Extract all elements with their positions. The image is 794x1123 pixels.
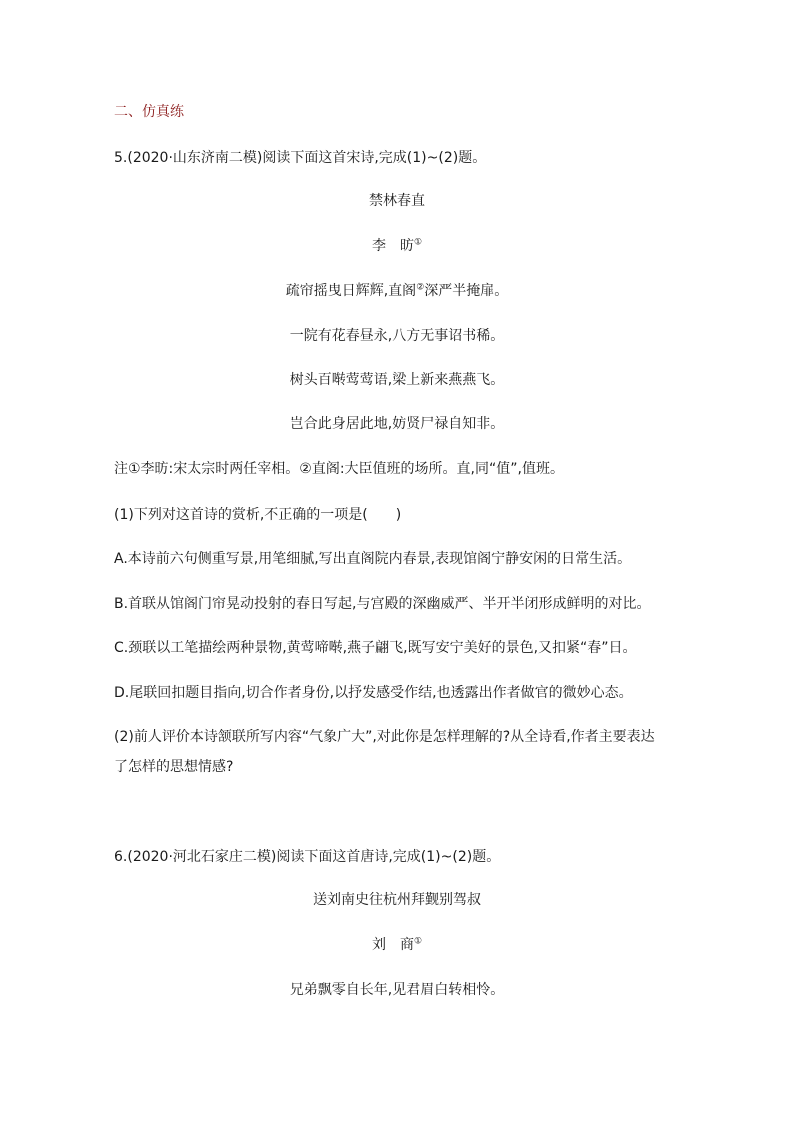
footnote-mark: ② — [416, 282, 425, 293]
question-5-sub-2-cont: 了怎样的思想情感? — [114, 759, 234, 775]
poem-5-title: 禁林春直 — [369, 193, 425, 209]
option-b: B.首联从馆阁门帘晃动投射的春日写起,与宫殿的深幽威严、半开半闭形成鲜明的对比。 — [114, 596, 651, 612]
poem-line-text: 深严半掩扉。 — [424, 283, 509, 299]
option-c: C.颈联以工笔描绘两种景物,黄莺啼啭,燕子翩飞,既写安宁美好的景色,又扣紧“春”日。 — [114, 640, 637, 656]
poem-5-line-2: 一院有花春昼永,八方无事诏书稀。 — [289, 328, 505, 344]
option-a: A.本诗前六句侧重写景,用笔细腻,写出直阁院内春景,表现馆阁宁静安闲的日常生活。 — [114, 551, 632, 567]
poem-6-author — [0, 935, 794, 955]
poem-5-line-4: 岂合此身居此地,妨贤尸禄自知非。 — [289, 416, 505, 432]
footnote-mark: ① — [413, 936, 423, 947]
poem-5-note: 注①李昉:宋太宗时两任宰相。②直阁:大臣值班的场所。直,同“值”,值班。 — [114, 461, 564, 477]
poem-5-author — [0, 236, 794, 256]
option-d: D.尾联回扣题目指向,切合作者身份,以抒发感受作结,也透露出作者做官的微妙心态。 — [114, 685, 633, 701]
poem-6-author-name: 刘 商 — [371, 937, 414, 953]
section-title: 二、仿真练 — [114, 104, 184, 120]
poem-6-title: 送刘南史往杭州拜觐别驾叔 — [313, 892, 481, 908]
question-5-sub-2: (2)前人评价本诗颔联所写内容“气象广大”,对此你是怎样理解的?从全诗看,作者主要表达 — [114, 729, 655, 745]
poem-5-line-3: 树头百啭莺莺语,梁上新来燕燕飞。 — [289, 372, 505, 388]
question-5-sub-1: (1)下列对这首诗的赏析,不正确的一项是( ) — [114, 507, 402, 523]
footnote-mark: ① — [413, 237, 423, 248]
poem-line-text: 疏帘摇曳日辉辉,直阁 — [285, 283, 417, 299]
question-6-stem: 6.(2020·河北石家庄二模)阅读下面这首唐诗,完成(1)~(2)题。 — [114, 849, 501, 865]
poem-5-author-name: 李 昉 — [371, 238, 414, 254]
poem-5-line-1 — [0, 281, 794, 301]
poem-6-line-1: 兄弟飘零自长年,见君眉白转相怜。 — [289, 982, 505, 998]
question-5-stem: 5.(2020·山东济南二模)阅读下面这首宋诗,完成(1)~(2)题。 — [114, 150, 487, 166]
